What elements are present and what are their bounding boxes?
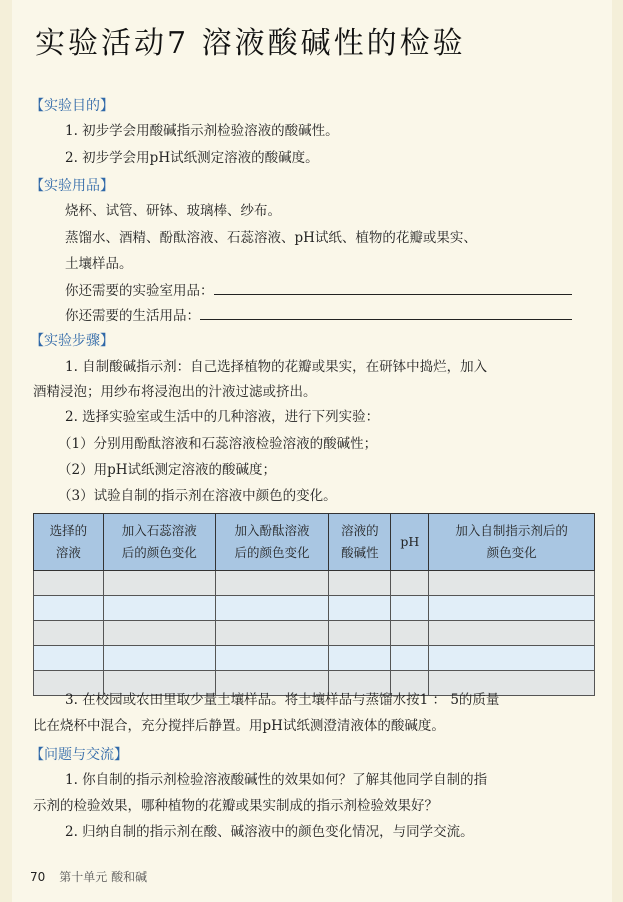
- header-litmus: 加入石蕊溶液 后的颜色变化: [103, 514, 215, 571]
- section-heading-materials: 【实验用品】: [30, 178, 114, 194]
- header-acidity: 溶液的 酸碱性: [329, 514, 391, 571]
- header-solution: 选择的 溶液: [34, 514, 104, 571]
- page-footer: [30, 868, 147, 885]
- steps-line-2: 酒精浸泡；用纱布将浸泡出的汁液过滤或挤出。: [33, 384, 317, 400]
- purpose-item-1: 1. 初步学会用酸碱指示剂检验溶液的酸碱性。: [65, 123, 339, 139]
- materials-line-1: 烧杯、试管、研钵、玻璃棒、纱布。: [65, 203, 281, 219]
- steps-line-1: 1. 自制酸碱指示剂：自己选择植物的花瓣或果实，在研钵中捣烂，加入: [65, 359, 488, 375]
- header-homemade-indicator: 加入自制指示剂后的 颜色变化: [429, 514, 595, 571]
- header-phenolphthalein: 加入酚酞溶液 后的颜色变化: [215, 514, 329, 571]
- table-row: [34, 571, 595, 596]
- fill-lab-supplies: [65, 281, 572, 300]
- table-row: [34, 596, 595, 621]
- experiment-table: [33, 513, 595, 696]
- fill-life-blank[interactable]: [200, 306, 572, 320]
- table-row: [34, 621, 595, 646]
- discussion-line-1: 1. 你自制的指示剂检验溶液酸碱性的效果如何？了解其他同学自制的指: [65, 772, 488, 788]
- materials-line-3: 土壤样品。: [65, 256, 133, 272]
- table-header-row: [34, 514, 595, 571]
- page-title: 实验活动7 溶液酸碱性的检验: [35, 26, 466, 61]
- fill-lab-blank[interactable]: [214, 281, 572, 295]
- steps-line-3: 2. 选择实验室或生活中的几种溶液，进行下列实验：: [65, 409, 380, 425]
- table-row: [34, 646, 595, 671]
- discussion-line-2: 示剂的检验效果，哪种植物的花瓣或果实制成的指示剂检验效果好？: [33, 798, 438, 814]
- purpose-item-2: 2. 初步学会用pH试纸测定溶液的酸碱度。: [65, 150, 319, 166]
- header-ph: pH: [391, 514, 429, 571]
- materials-line-2: 蒸馏水、酒精、酚酞溶液、石蕊溶液、pH试纸、植物的花瓣或果实、: [65, 230, 477, 246]
- page-number: 70: [30, 870, 46, 884]
- section-heading-discussion: 【问题与交流】: [30, 747, 128, 763]
- steps-line-4: （1）分别用酚酞溶液和石蕊溶液检验溶液的酸碱性；: [58, 436, 378, 452]
- fill-lab-label: 你还需要的实验室用品：: [65, 283, 214, 299]
- step3-line-1: 3. 在校园或农田里取少量土壤样品。将土壤样品与蒸馏水按1 ： 5的质量: [65, 692, 500, 708]
- steps-line-5: （2）用pH试纸测定溶液的酸碱度；: [58, 462, 277, 478]
- discussion-line-3: 2. 归纳自制的指示剂在酸、碱溶液中的颜色变化情况，与同学交流。: [65, 824, 474, 840]
- section-heading-steps: 【实验步骤】: [30, 333, 114, 349]
- fill-life-label: 你还需要的生活用品：: [65, 308, 200, 324]
- fill-life-supplies: [65, 306, 572, 325]
- section-heading-purpose: 【实验目的】: [30, 98, 114, 114]
- unit-label: 第十单元 酸和碱: [59, 870, 148, 884]
- step3-line-2: 比在烧杯中混合，充分搅拌后静置。用pH试纸测澄清液体的酸碱度。: [33, 718, 445, 734]
- steps-line-6: （3）试验自制的指示剂在溶液中颜色的变化。: [58, 488, 337, 504]
